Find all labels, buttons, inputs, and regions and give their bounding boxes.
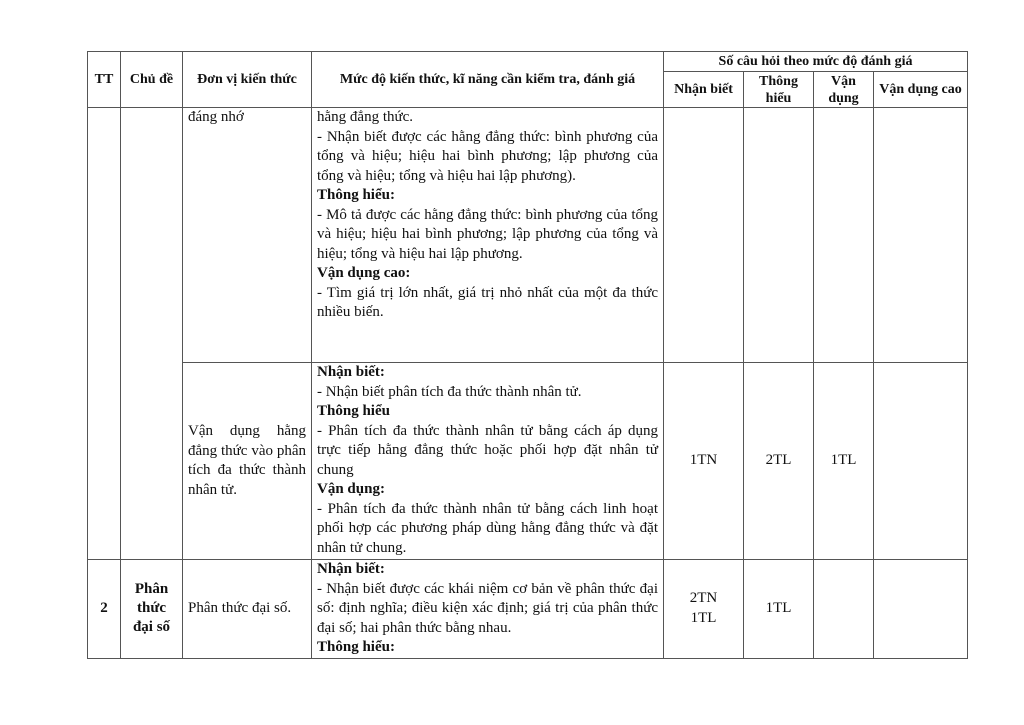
table-row — [88, 560, 968, 659]
header-van-dung-cao: Vận dụng cao — [874, 72, 968, 108]
topic-name: Phân thức đại số — [121, 560, 183, 659]
assessment-matrix-table — [87, 51, 968, 659]
level-heading: Thông hiểu — [317, 403, 390, 419]
count-nhan-biet: 1TN — [664, 363, 744, 560]
table-row — [88, 108, 968, 363]
header-question-count-group: Số câu hỏi theo mức độ đánh giá — [664, 52, 968, 72]
count-van-dung-cao — [874, 560, 968, 659]
tt-cell — [88, 108, 121, 560]
count-van-dung — [814, 560, 874, 659]
requirement-line: - Nhận biết được các hằng đẳng thức: bình phương của tổng và hiệu; hiệu hai bình phương; lập phương của tổng và hiệu; tổng và hiệu hai lập phương). — [317, 128, 658, 184]
count-value: 2TN — [689, 590, 718, 607]
count-thong-hieu — [744, 108, 814, 363]
knowledge-unit: đáng nhớ — [183, 108, 312, 363]
requirement-line: - Phân tích đa thức thành nhân tử bằng cách linh hoạt phối hợp các phương pháp dùng hằng đẳng thức và đặt nhân tử chung. — [317, 500, 658, 556]
header-muc-do: Mức độ kiến thức, kĩ năng cần kiểm tra, đánh giá — [312, 52, 664, 108]
count-thong-hieu: 2TL — [744, 363, 814, 560]
count-van-dung — [814, 108, 874, 363]
requirements-cell — [312, 363, 664, 560]
level-heading: Thông hiểu: — [317, 639, 395, 655]
count-van-dung-cao — [874, 108, 968, 363]
topic-cell — [121, 108, 183, 560]
count-nhan-biet — [664, 560, 744, 659]
header-thong-hieu: Thông hiểu — [744, 72, 814, 108]
knowledge-unit: Vận dụng hằng đẳng thức vào phân tích đa thức thành nhân tử. — [183, 363, 312, 560]
knowledge-unit: Phân thức đại số. — [183, 560, 312, 659]
count-nhan-biet — [664, 108, 744, 363]
requirement-line: - Phân tích đa thức thành nhân tử bằng cách áp dụng trực tiếp hằng đẳng thức hoặc phối hợp đặt nhân tử chung — [317, 422, 658, 478]
requirement-line: - Mô tả được các hằng đẳng thức: bình phương của tổng và hiệu; hiệu hai bình phương; lập phương của tổng và hiệu; tổng và hiệu hai lập phương. — [317, 206, 658, 262]
requirements-cell — [312, 560, 664, 659]
level-heading: Nhận biết: — [317, 561, 385, 577]
header-nhan-biet: Nhận biết — [664, 72, 744, 108]
header-tt: TT — [88, 52, 121, 108]
tt-number: 2 — [88, 560, 121, 659]
requirements-cell — [312, 108, 664, 363]
count-van-dung: 1TL — [814, 363, 874, 560]
table-row — [88, 363, 968, 560]
requirement-line: - Nhận biết phân tích đa thức thành nhân tử. — [317, 383, 582, 400]
count-value: 1TL — [690, 609, 717, 626]
level-heading: Vận dụng cao: — [317, 265, 411, 281]
level-heading: Nhận biết: — [317, 364, 385, 380]
requirement-line: - Nhận biết được các khái niệm cơ bản về phân thức đại số: định nghĩa; điều kiện xác định; giá trị của phân thức đại số; hai phân thức bằng nhau. — [317, 580, 658, 636]
requirement-line: - Tìm giá trị lớn nhất, giá trị nhỏ nhất của một đa thức nhiều biến. — [317, 284, 658, 320]
header-van-dung: Vận dụng — [814, 72, 874, 108]
count-van-dung-cao — [874, 363, 968, 560]
level-heading: Thông hiểu: — [317, 187, 395, 203]
level-heading: Vận dụng: — [317, 481, 385, 497]
requirement-line: hằng đẳng thức. — [317, 109, 414, 125]
count-thong-hieu: 1TL — [744, 560, 814, 659]
header-don-vi: Đơn vị kiến thức — [183, 52, 312, 108]
header-chu-de: Chủ đề — [121, 52, 183, 108]
